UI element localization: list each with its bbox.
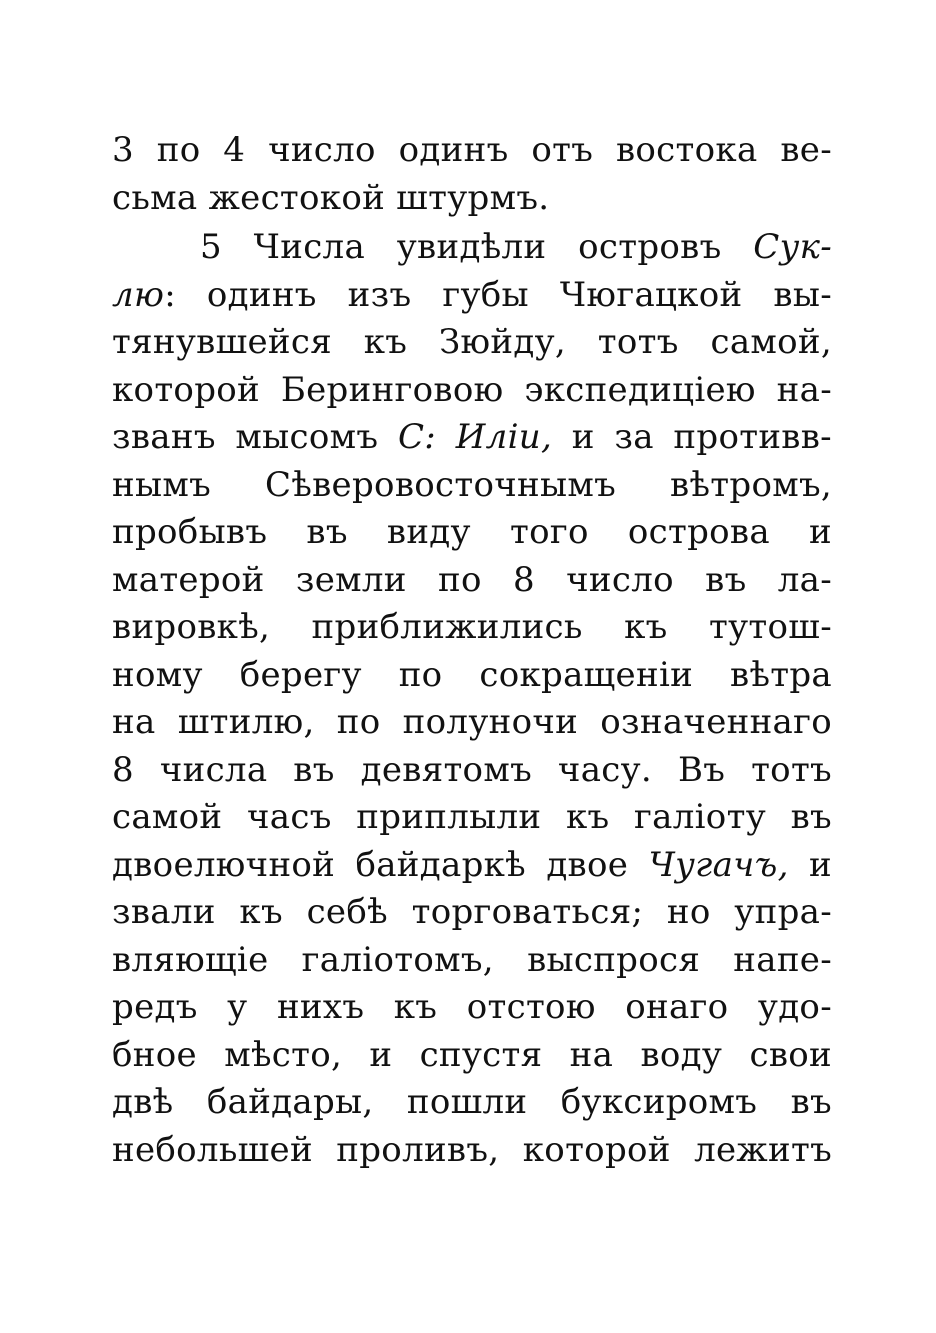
paragraph-start-line — [112, 224, 832, 272]
line-8-text: нымъ Сѣверовосточнымъ вѣтромъ, — [112, 464, 832, 505]
text-line — [112, 747, 832, 795]
line-13-text: на штилю, по полуночи означеннаго — [112, 702, 832, 742]
line-15-text: самой часъ приплыли къ галiоту въ — [112, 797, 832, 837]
text-line — [112, 842, 832, 890]
text-line — [112, 1127, 832, 1175]
text-line — [112, 414, 832, 462]
italic-cape-name: С: Илiи, — [397, 417, 553, 457]
italic-place-name: Сук- — [753, 227, 832, 267]
text-line — [112, 272, 832, 320]
text-line — [112, 367, 832, 415]
line-7-tail: и за противв- — [552, 417, 832, 457]
line-20-text: бное мѣсто, и спустя на воду свои — [112, 1034, 832, 1075]
line-10-text: матерой земли по 8 число въ ла- — [112, 559, 832, 600]
line-7-text: званъ мысомъ — [112, 417, 398, 457]
line-4-text: : одинъ изъ губы Чюгацкой вы- — [164, 274, 832, 315]
line-2-text: сьма жестокой штурмъ. — [112, 177, 550, 218]
line-22-text: небольшей проливъ, которой лежитъ — [112, 1129, 832, 1170]
line-5-text: тянувшейся къ Зюйду, тотъ самой, — [112, 322, 832, 362]
text-line — [112, 1079, 832, 1127]
text-line — [112, 699, 832, 747]
text-line — [112, 652, 832, 700]
page-text — [112, 127, 832, 1174]
line-21-text: двѣ байдары, пошли буксиромъ въ — [112, 1082, 832, 1122]
line-16-tail: и — [788, 844, 832, 885]
line-11-text: вировкѣ, приближились къ тутош- — [112, 607, 832, 647]
line-17-text: звали къ себѣ торговаться; но упра- — [112, 892, 832, 932]
text-line — [112, 175, 832, 223]
text-line — [112, 1032, 832, 1080]
line-19-text: редъ у нихъ къ отстою онаго удо- — [112, 987, 832, 1027]
line-1-text: 3 по 4 число одинъ отъ востока ве- — [112, 130, 832, 170]
line-9-text: пробывъ въ виду того острова и — [112, 512, 832, 552]
text-line — [112, 794, 832, 842]
line-6-text: которой Беринговою экспедицiею на- — [112, 369, 832, 410]
italic-people-name: Чугачъ, — [648, 844, 789, 885]
text-line — [112, 462, 832, 510]
text-line — [112, 319, 832, 367]
text-line — [112, 127, 832, 175]
line-14-text: 8 числа въ девятомъ часу. Въ тотъ — [112, 749, 832, 790]
line-3-text: 5 Числа увидѣли островъ — [200, 227, 754, 267]
text-line — [112, 889, 832, 937]
line-16-text: двоелючной байдаркѣ двое — [112, 844, 649, 885]
text-line — [112, 509, 832, 557]
line-18-text: вляющiе галiотомъ, выспрося напе- — [112, 939, 832, 980]
text-line — [112, 557, 832, 605]
text-line — [112, 937, 832, 985]
text-line — [112, 604, 832, 652]
text-line — [112, 984, 832, 1032]
line-12-text: ному берегу по сокращенiи вѣтра — [112, 654, 832, 695]
italic-place-name: лю — [112, 274, 165, 315]
